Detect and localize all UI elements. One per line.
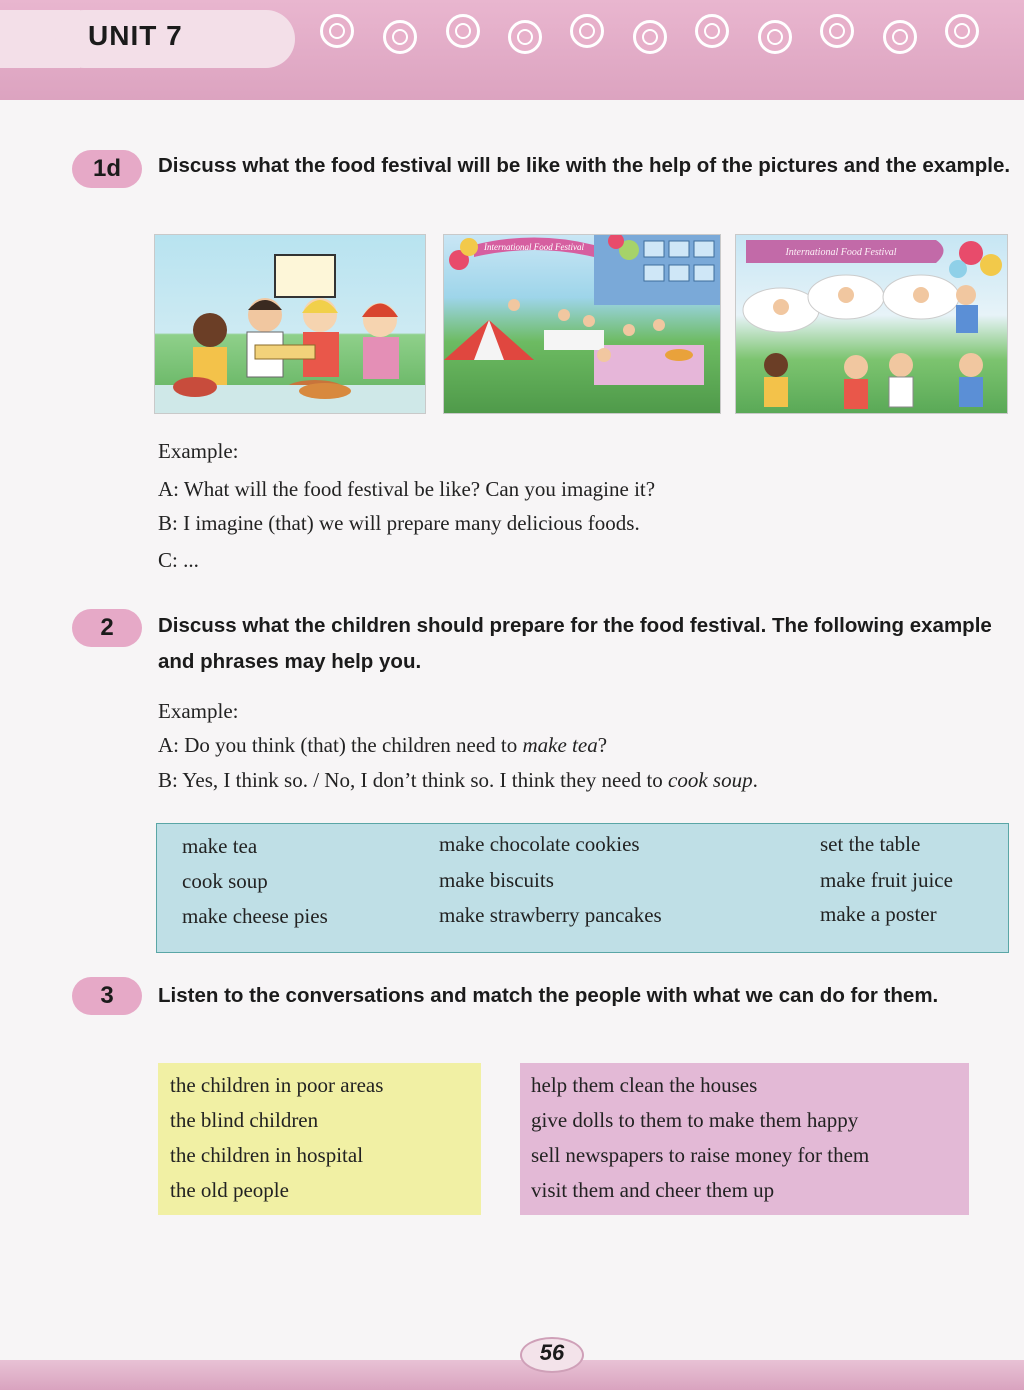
page-number: 56 <box>539 1340 565 1365</box>
section-1d-line-a: A: What will the food festival be like? Can you imagine it? <box>158 477 656 501</box>
person-item: the old people <box>170 1178 289 1202</box>
circle-icon <box>383 20 417 54</box>
section-1d-instruction: Discuss what the food festival will be like with the help of the pictures and the example. <box>158 154 1011 177</box>
picture-banner-text: International Food Festival <box>785 247 897 258</box>
person-item: the children in poor areas <box>170 1073 384 1097</box>
phrase-box <box>156 823 1009 953</box>
decorative-circles <box>318 12 1024 56</box>
phrase-item: make biscuits <box>439 868 554 892</box>
section-2-example-label: Example: <box>158 699 239 723</box>
circle-icon <box>320 14 354 48</box>
phrase-item: cook soup <box>182 869 268 893</box>
section-1d-line-b: B: I imagine (that) we will prepare many delicious foods. <box>158 511 640 535</box>
phrase-item: make tea <box>182 834 258 858</box>
festival-fair-drawing <box>444 235 721 414</box>
line-a-suffix: ? <box>597 733 608 757</box>
people-box <box>158 1063 481 1215</box>
international-food-festival-drawing <box>736 235 1008 414</box>
person-item: the children in hospital <box>170 1143 364 1167</box>
line-b-italic: cook soup <box>668 768 753 792</box>
section-1d-line-c: C: ... <box>158 548 199 572</box>
circle-icon <box>883 20 917 54</box>
line-b-prefix: B: Yes, I think so. / No, I don’t think so. I think they need to <box>158 768 669 792</box>
children-cooking-drawing <box>155 235 426 414</box>
section-2-line-b <box>158 766 758 794</box>
circle-icon <box>758 20 792 54</box>
phrase-item: make chocolate cookies <box>439 832 640 856</box>
circle-icon <box>633 20 667 54</box>
action-item: help them clean the houses <box>531 1073 758 1097</box>
section-1d-badge: 1d <box>72 150 142 188</box>
action-item: give dolls to them to make them happy <box>531 1108 859 1132</box>
circle-icon <box>945 14 979 48</box>
unit-title: UNIT 7 <box>88 20 183 51</box>
phrase-item: make fruit juice <box>820 868 953 892</box>
phrase-item: set the table <box>820 832 921 856</box>
line-a-prefix: A: Do you think (that) the children need to <box>158 733 523 757</box>
illustration-international-food-festival <box>735 234 1008 414</box>
section-3-instruction: Listen to the conversations and match the people with what we can do for them. <box>158 984 939 1007</box>
line-b-suffix: . <box>752 768 758 792</box>
circle-icon <box>446 14 480 48</box>
actions-box <box>520 1063 969 1215</box>
section-2-line-a <box>158 731 607 759</box>
illustration-festival-fair <box>443 234 721 414</box>
section-2-instruction: Discuss what the children should prepare for the food festival. The following example and phrases may help you. <box>158 614 992 673</box>
phrase-item: make strawberry pancakes <box>439 903 662 927</box>
line-a-italic: make tea <box>522 733 598 757</box>
section-1d-example-label: Example: <box>158 439 239 463</box>
circle-icon <box>820 14 854 48</box>
section-3-badge: 3 <box>72 977 142 1015</box>
circle-icon <box>695 14 729 48</box>
phrase-item: make a poster <box>820 902 937 926</box>
person-item: the blind children <box>170 1108 319 1132</box>
action-item: sell newspapers to raise money for them <box>531 1143 870 1167</box>
footer-band <box>0 1360 1024 1390</box>
circle-icon <box>508 20 542 54</box>
circle-icon <box>570 14 604 48</box>
action-item: visit them and cheer them up <box>531 1178 775 1202</box>
section-2-badge: 2 <box>72 609 142 647</box>
illustration-children-cooking <box>154 234 426 414</box>
picture-banner-text: International Food Festival <box>484 242 584 252</box>
phrase-item: make cheese pies <box>182 904 328 928</box>
